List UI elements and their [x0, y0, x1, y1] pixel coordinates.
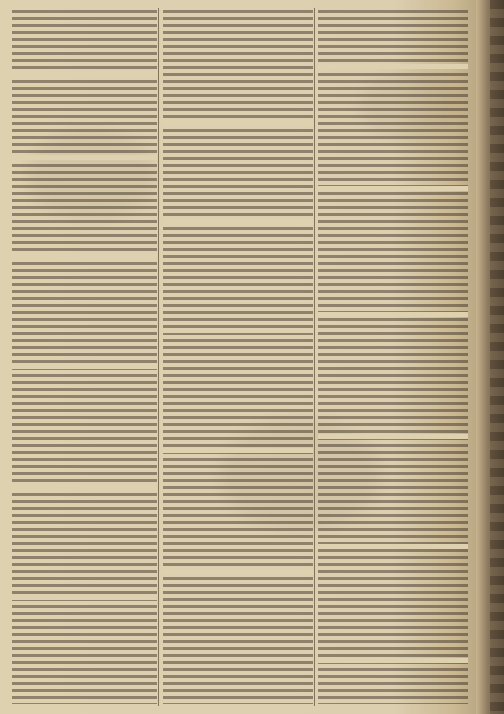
paragraph-gap — [318, 186, 468, 191]
column-rule — [314, 8, 315, 706]
paragraph-gap — [12, 155, 157, 160]
paragraph-gap — [12, 71, 157, 76]
paragraph-gap — [12, 364, 157, 369]
column-text-lines — [163, 10, 313, 704]
text-column-2 — [163, 10, 313, 704]
paragraph-gap — [163, 448, 313, 453]
paragraph-gap — [163, 220, 313, 225]
text-column-1 — [12, 10, 157, 704]
text-column-3 — [318, 10, 468, 704]
column-text-lines — [318, 10, 468, 704]
paragraph-gap — [163, 328, 313, 333]
paragraph-gap — [12, 254, 157, 259]
paragraph-gap — [318, 64, 468, 69]
paragraph-gap — [318, 544, 468, 549]
page-edge-stack — [490, 0, 504, 714]
paragraph-gap — [12, 595, 157, 600]
paragraph-gap — [318, 434, 468, 439]
column-rule — [158, 8, 159, 706]
paragraph-gap — [163, 570, 313, 575]
paragraph-gap — [318, 658, 468, 663]
paragraph-gap — [12, 485, 157, 490]
paragraph-gap — [163, 120, 313, 125]
paragraph-gap — [318, 312, 468, 317]
